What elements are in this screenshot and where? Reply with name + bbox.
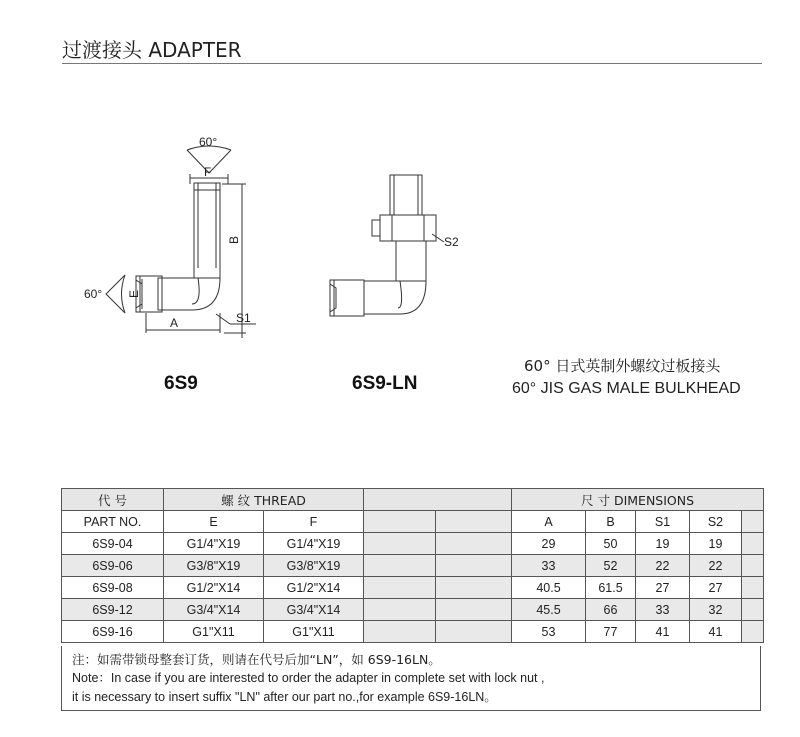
cell-f: G3/4"X14 — [264, 599, 364, 621]
cell-e: G1/4"X19 — [164, 533, 264, 555]
blank-cell — [436, 511, 512, 533]
cell-s1: 33 — [636, 599, 690, 621]
blank-cell — [364, 511, 436, 533]
spec-table — [61, 488, 764, 643]
blank-cell — [364, 599, 436, 621]
label-angle-left: 60° — [84, 287, 103, 301]
drawing-6s9-ln — [320, 170, 480, 340]
model-label-6s9-ln: 6S9-LN — [352, 373, 418, 394]
cell-s2: 32 — [690, 599, 742, 621]
blank-cell — [436, 599, 512, 621]
blank-cell — [742, 621, 764, 643]
cell-s1: 41 — [636, 621, 690, 643]
label-f: F — [204, 165, 212, 179]
cell-part: 6S9-06 — [62, 555, 164, 577]
cell-b: 77 — [586, 621, 636, 643]
cell-s2: 22 — [690, 555, 742, 577]
header-dimensions: 尺 寸 DIMENSIONS — [512, 489, 764, 511]
cell-a: 53 — [512, 621, 586, 643]
label-s1: S1 — [236, 311, 251, 325]
table-header-row-2 — [62, 511, 764, 533]
table-header-row-1 — [62, 489, 764, 511]
header-s2: S2 — [690, 511, 742, 533]
cell-part: 6S9-12 — [62, 599, 164, 621]
cell-b: 50 — [586, 533, 636, 555]
blank-cell — [742, 533, 764, 555]
header-code-cn: 代 号 — [62, 489, 164, 511]
label-e: E — [127, 289, 141, 298]
cell-e: G1"X11 — [164, 621, 264, 643]
header-s1: S1 — [636, 511, 690, 533]
cell-a: 33 — [512, 555, 586, 577]
cell-s1: 22 — [636, 555, 690, 577]
page-title: 过渡接头 ADAPTER — [62, 38, 242, 62]
label-a: A — [170, 316, 179, 330]
cell-s2: 41 — [690, 621, 742, 643]
cell-f: G3/8"X19 — [264, 555, 364, 577]
blank-cell — [436, 621, 512, 643]
label-s2: S2 — [444, 235, 459, 249]
drawing-6s9 — [80, 128, 270, 338]
note-en-2: it is necessary to insert suffix "LN" after our part no.,for example 6S9-16LN。 — [72, 690, 497, 704]
blank-cell — [436, 533, 512, 555]
blank-cell — [742, 511, 764, 533]
cell-part: 6S9-04 — [62, 533, 164, 555]
header-thread: 螺 纹 THREAD — [164, 489, 364, 511]
cell-b: 61.5 — [586, 577, 636, 599]
cell-e: G3/4"X14 — [164, 599, 264, 621]
description-cn: 60° 日式英制外螺纹过板接头 — [524, 357, 721, 375]
table-row — [62, 621, 764, 643]
cell-b: 52 — [586, 555, 636, 577]
cell-s1: 27 — [636, 577, 690, 599]
header-blank — [364, 489, 512, 511]
table-row — [62, 555, 764, 577]
header-a: A — [512, 511, 586, 533]
cell-s2: 27 — [690, 577, 742, 599]
blank-cell — [364, 621, 436, 643]
note-cn: 注：如需带锁母整套订货，则请在代号后加“LN”，如 6S9-16LN。 — [72, 652, 441, 667]
cell-part: 6S9-08 — [62, 577, 164, 599]
blank-cell — [364, 577, 436, 599]
description-en: 60° JIS GAS MALE BULKHEAD — [512, 380, 741, 397]
cell-e: G1/2"X14 — [164, 577, 264, 599]
cell-s2: 19 — [690, 533, 742, 555]
blank-cell — [364, 533, 436, 555]
cell-e: G3/8"X19 — [164, 555, 264, 577]
notes-box — [61, 646, 761, 711]
header-b: B — [586, 511, 636, 533]
label-angle-top: 60° — [199, 135, 218, 149]
cell-f: G1/4"X19 — [264, 533, 364, 555]
table-row — [62, 533, 764, 555]
table-row — [62, 599, 764, 621]
cell-b: 66 — [586, 599, 636, 621]
blank-cell — [742, 599, 764, 621]
cell-part: 6S9-16 — [62, 621, 164, 643]
header-f: F — [264, 511, 364, 533]
cell-a: 45.5 — [512, 599, 586, 621]
cell-f: G1/2"X14 — [264, 577, 364, 599]
blank-cell — [436, 577, 512, 599]
cell-f: G1"X11 — [264, 621, 364, 643]
table-row — [62, 577, 764, 599]
blank-cell — [742, 555, 764, 577]
title-divider — [62, 63, 762, 64]
cell-a: 40.5 — [512, 577, 586, 599]
cell-s1: 19 — [636, 533, 690, 555]
note-en-1: Note：In case if you are interested to order the adapter in complete set with lock nut , — [72, 671, 545, 685]
blank-cell — [742, 577, 764, 599]
model-label-6s9: 6S9 — [164, 373, 198, 394]
label-b: B — [227, 235, 241, 244]
blank-cell — [436, 555, 512, 577]
blank-cell — [364, 555, 436, 577]
header-e: E — [164, 511, 264, 533]
header-part-no: PART NO. — [62, 511, 164, 533]
cell-a: 29 — [512, 533, 586, 555]
